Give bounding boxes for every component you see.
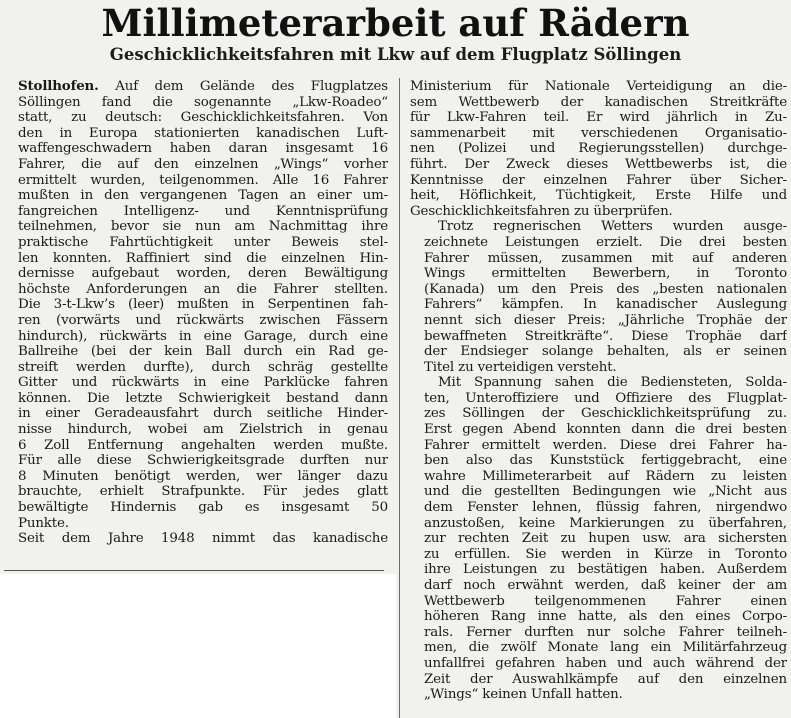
right-paragraph-2 — [410, 219, 787, 375]
text-line: nisse hindurch, wobei am Zielstrich in genau — [18, 422, 388, 438]
text-line: Seit dem Jahre 1948 nimmt das kanadische — [18, 531, 388, 547]
text-line: bewältigte Hindernis gab es insgesamt 50 — [18, 500, 388, 516]
text-line — [4, 79, 388, 95]
text-line: streift werden durfte), durch schräg gestellte — [18, 359, 388, 375]
text-line: und die gestellten Bedingungen wie „Nicht aus — [424, 484, 787, 500]
text-line: „Wings“ keinen Unfall hatten. — [424, 687, 623, 703]
text-line: in einer Geradeausfahrt durch seitliche Hinder- — [18, 406, 388, 422]
text-line: Titel zu verteidigen versteht. — [424, 359, 617, 375]
text-line: Wings ermittelten Bewerbern, in Toronto — [424, 266, 787, 282]
text-line: hindurch), rückwärts in eine Garage, durch eine — [18, 328, 388, 344]
text-line: höchste Anforderungen an die Fahrer stellten. — [18, 281, 388, 297]
text-line: men, die zwölf Monate lang ein Militärfahrzeug — [424, 640, 787, 656]
text-line: ihre Leistungen zu bestätigen haben. Außerdem — [424, 562, 787, 578]
right-paragraph-1 — [410, 79, 787, 219]
text-line: nen (Polizei und Regierungsstellen) durchge- — [410, 141, 787, 157]
text-line: fangreichen Intelligenz- und Kenntnisprüfung — [18, 203, 388, 219]
text-line: der Endsieger solange behalten, als er seinen — [424, 344, 787, 360]
text-line: Zeit der Auswahlkämpfe auf den einzelnen — [424, 671, 787, 687]
left-paragraph-2 — [4, 531, 388, 547]
text-line: Gitter und rückwärts in eine Parklücke fahren — [18, 375, 388, 391]
dateline: Stollhofen. — [18, 79, 99, 94]
text-line: dem Fenster lehnen, flüssig fahren, nirgendwo — [424, 500, 787, 516]
text-line: höheren Rang inne hatte, als den eines Corpo- — [424, 609, 787, 625]
text-line: können. Die letzte Schwierigkeit bestand dann — [18, 390, 388, 406]
text-line: (Kanada) um den Preis des „besten nationalen — [424, 281, 787, 297]
text-line: statt, zu deutsch: Geschicklichkeitsfahren. Von — [18, 110, 388, 126]
text-line: sem Wettbewerb der kanadischen Streitkräfte — [410, 94, 787, 110]
left-column — [4, 79, 388, 547]
text-line: Fahrer ermittelt werden. Diese drei Fahrer ha- — [424, 437, 787, 453]
text-line: mußten in den vergangenen Tagen an einer um- — [18, 188, 388, 204]
text-line: Trotz regnerischen Wetters wurden ausge- — [438, 219, 787, 235]
text-line: führt. Der Zweck dieses Wettbewerbs ist, die — [410, 156, 787, 172]
text-line: praktische Fahrtüchtigkeit unter Beweis stel- — [18, 234, 388, 250]
right-paragraph-3 — [410, 375, 787, 702]
text-line: Ministerium für Nationale Verteidigung an die- — [410, 79, 787, 94]
text-line: Fahrer müssen, zusammen mit auf anderen — [424, 250, 787, 266]
text-line: heit, Höflichkeit, Tüchtigkeit, Erste Hilfe und — [410, 188, 787, 204]
text-line: Söllingen fand die sogenannte „Lkw-Roadeo“ — [18, 94, 388, 110]
text-line: Wettbewerb teilgenommenen Fahrer einen — [424, 593, 787, 609]
text-line: Erst gegen Abend konnten dann die drei besten — [424, 422, 787, 438]
text-line: anzustoßen, keine Markierungen zu überfahren, — [424, 515, 787, 531]
text-line: Fahrer, die auf den einzelnen „Wings“ vorher — [18, 156, 388, 172]
text-line: zes Söllingen der Geschicklichkeitsprüfung zu. — [424, 406, 787, 422]
text-line: zeichnete Leistungen erzielt. Die drei besten — [424, 234, 787, 250]
text-line: ermittelt wurden, teilgenommen. Alle 16 Fahrer — [18, 172, 388, 188]
text-line: Fahrers“ kämpfen. In kanadischer Auslegung — [424, 297, 787, 313]
text-line: rals. Ferner durften nur solche Fahrer teilneh- — [424, 624, 787, 640]
text-line-part: Auf dem Gelände des Flugplatzes — [98, 79, 388, 94]
text-line: waffengeschwadern haben daran insgesamt 16 — [18, 141, 388, 157]
text-line: brauchte, erhielt Strafpunkte. Für jedes glatt — [18, 484, 388, 500]
text-line: 8 Minuten benötigt werden, wer länger dazu — [18, 468, 388, 484]
text-line: Ballreihe (bei der kein Ball durch ein Rad ge- — [18, 344, 388, 360]
text-line: bewaffneten Streitkräfte“. Diese Trophäe darf — [424, 328, 787, 344]
text-line: len konnten. Raffiniert sind die einzelnen Hin- — [18, 250, 388, 266]
text-line: für Lkw-Fahren teil. Er wird jährlich in Zu- — [410, 110, 787, 126]
text-line: Die 3-t-Lkw’s (leer) mußten in Serpentinen fah- — [18, 297, 388, 313]
text-line: den in Europa stationierten kanadischen Luft- — [18, 125, 388, 141]
text-line: darf noch erwähnt werden, daß keiner der am — [424, 578, 787, 593]
text-line: Für alle diese Schwierigkeitsgrade durften nur — [18, 453, 388, 469]
text-line: dernisse aufgebaut worden, deren Bewältigung — [18, 266, 388, 282]
text-line: ren (vorwärts und rückwärts zwischen Fässern — [18, 312, 388, 328]
column-divider — [399, 78, 400, 718]
text-line: Mit Spannung sahen die Bediensteten, Solda- — [438, 375, 787, 391]
subheadline: Geschicklichkeitsfahren mit Lkw auf dem Flugplatz Söllingen — [109, 45, 682, 64]
text-line: nennt sich dieser Preis: „Jährliche Trophäe der — [424, 312, 787, 328]
blank-area — [0, 574, 396, 718]
text-line: Geschicklichkeitsfahren zu überprüfen. — [410, 203, 673, 219]
text-line: wahre Millimeterarbeit auf Rädern zu leisten — [424, 468, 787, 484]
text-line: zur rechten Zeit zu hupen usw. ara sichersten — [424, 531, 787, 547]
text-line: 6 Zoll Entfernung angehalten werden mußte. — [18, 437, 388, 453]
left-paragraph-1 — [4, 79, 388, 531]
text-line: Kenntnisse der einzelnen Fahrer über Sicher- — [410, 172, 787, 188]
text-line: teilnehmen, bevor sie nun am Nachmittag ihre — [18, 219, 388, 235]
text-line: ten, Unteroffiziere und Offiziere des Flugplat- — [424, 390, 787, 406]
headline: Millimeterarbeit auf Rädern — [101, 1, 690, 45]
text-line: ben also das Kunststück fertiggebracht, eine — [424, 453, 787, 469]
right-column — [410, 79, 787, 703]
column-end-rule — [4, 570, 384, 571]
text-line: zu erfüllen. Sie werden in Kürze in Toronto — [424, 546, 787, 562]
text-line: Punkte. — [18, 515, 69, 531]
text-line: unfallfrei gefahren haben und auch während der — [424, 655, 787, 671]
text-line: sammenarbeit mit verschiedenen Organisatio- — [410, 125, 787, 141]
